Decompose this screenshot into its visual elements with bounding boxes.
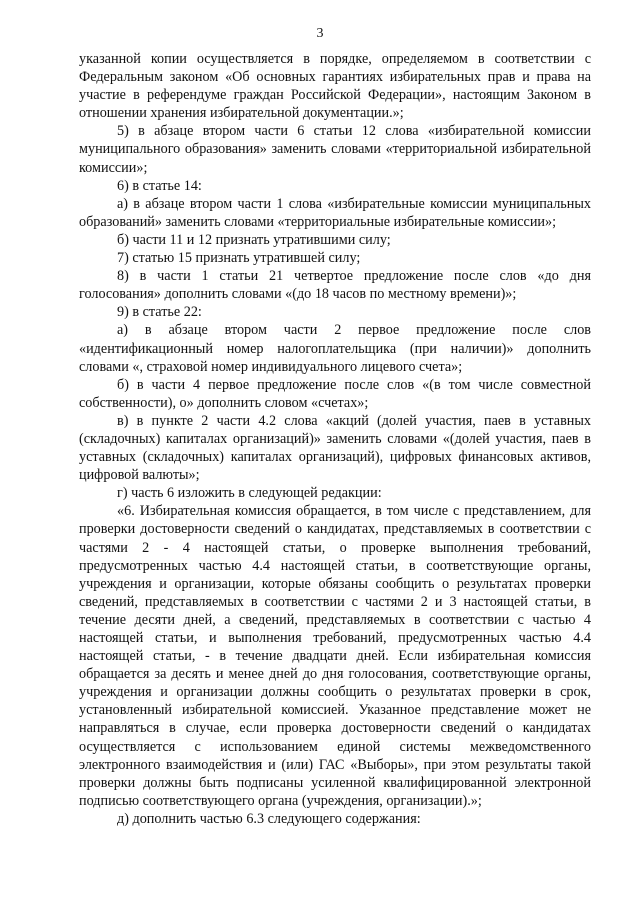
page-number: 3 [316,26,324,41]
document-body [79,50,591,828]
paragraph: а) в абзаце втором части 2 первое предложение после слов «идентификационный номер налогоплательщика (при наличии)» дополнить словами «, страховой номер индивидуального лицевого счета»; [79,322,591,375]
paragraph: 5) в абзаце втором части 6 статьи 12 слова «избирательной комиссии муниципального образования» заменить словами «территориальной избирательной комиссии»; [79,123,591,176]
paragraph: д) дополнить частью 6.3 следующего содержания: [117,810,421,827]
paragraph: 6) в статье 14: [117,177,202,194]
paragraph: 9) в статье 22: [117,304,202,321]
paragraph: в) в пункте 2 части 4.2 слова «акций (долей участия, паев в уставных (складочных) капиталах организаций)» заменить словами «(долей участия, паев в уставных (складочных) капиталах организаций), цифровых финансовых активов, цифровой валюты»; [79,412,591,484]
paragraph: а) в абзаце втором части 1 слова «избирательные комиссии муниципальных образований» заменить словами «территориальные избирательные комиссии»; [79,195,591,230]
paragraph: г) часть 6 изложить в следующей редакции: [117,485,382,502]
paragraph: 7) статью 15 признать утратившей силу; [117,250,361,267]
paragraph: «6. Избирательная комиссия обращается, в том числе с представлением, для проверки достоверности сведений о кандидатах, представляемых в соответствии с частями 2 - 4 настоящей статьи, о проверке выполнения требований, предусмотренных частью 4.4 настоящей статьи, в соответствующие органы, учреждения и организации, которые обязаны сообщить о результатах проверки сведений, представляемых в соответствии с частями 2 и 3 настоящей статьи, в течение десяти дней, а сведений, представляемых в соответствии с частью 4 настоящей статьи, и выполнения требований, предусмотренных частью 4.4 настоящей статьи, - в течение двадцати дней. Если избирательная комиссия обращается за десять и менее дней до дня голосования, соответствующие органы, учреждения и организации должны сообщить о результатах проверки в срок, установленный избирательной комиссией. Указанное представление может не направляться в случае, если проверка достоверности сведений о кандидатах осуществляется с использованием единой системы межведомственного электронного взаимодействия и (или) ГАС «Выборы», при этом результаты такой проверки должны быть подписаны усиленной квалифицированной электронной подписью соответствующего органа (учреждения, организации).»; [79,503,591,809]
paragraph: б) части 11 и 12 признать утратившими силу; [117,231,391,248]
paragraph: указанной копии осуществляется в порядке, определяемом в соответствии с Федеральным законом «Об основных гарантиях избирательных прав и права на участие в референдуме граждан Российской Федерации», настоящим Законом в отношении хранения избирательной документации.»; [79,51,591,122]
paragraph: 8) в части 1 статьи 21 четвертое предложение после слов «до дня голосования» дополнить словами «(до 18 часов по местному времени)»; [79,268,591,303]
paragraph: б) в части 4 первое предложение после слов «(в том числе совместной собственности), о» дополнить словом «счетах»; [79,376,591,411]
